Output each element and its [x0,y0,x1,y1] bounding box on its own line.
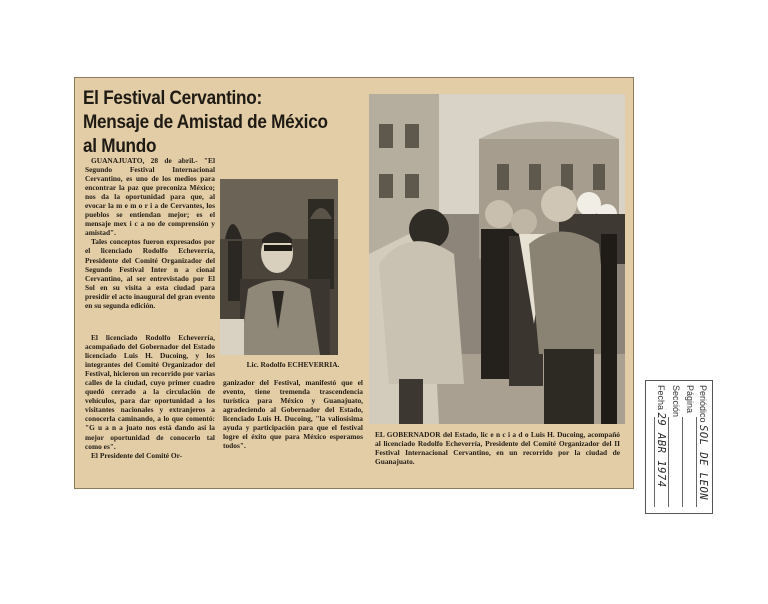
street-photo-caption: EL GOBERNADOR del Estado, lic e n c i a d o Luis H. Ducoing, acompañó al licenciado Rodolfo Echeverría, Presidente del Comité Organizador del II Festival Internacional Cervantino, en un recorrido por la ciudad de Guanajuato. [375,430,620,467]
stamp-label-pagina: Página [685,385,695,414]
street-photo-image [369,94,625,424]
stamp-value-fecha: 29 ABR 1974 [655,412,667,488]
article-paragraph: ganizador del Festival, manifestó que el evento, tiene tremenda trascendencia turística para México y Guanajuato, agradeciendo al Gobernador del Estado, licenciado Luis H. Ducoing, "la valiosísima ayuda y participación para que el festival logre el éxito que para México esperamos todos". [223,378,363,451]
portrait-photo [220,179,338,355]
street-photo [369,94,625,424]
article-paragraph: Tales conceptos fueron expresados por el licenciado Rodolfo Echeverría, Presidente del Comité Organizador del Segundo Festival Inter n a cional Cervantino, al ser entrevistado por El Sol en su visita a esta ciudad para presidir el acto inaugural del gran evento en su segunda edición. [85,237,215,310]
stamp-value-periodico: SOL DE LEON [697,425,709,501]
article-paragraph: El Presidente del Comité Or- [91,450,183,460]
article-paragraph: El licenciado Rodolfo Echeverría, acompañado del Gobernador del Estado licenciado Luis H. Ducoing, y los integrantes del Comité Organizador del Festival, hicieron un recorrido por varias calles de la ciudad, cuyo primer cuadro quedó cerrado a la circulación de vehículos, para dar oportunidad a los visitantes nacionales y extranjeros a conocerla caminando, a lo que comentó: "G u a n a juato nos está dando así la mejor oportunidad de conocerlo tal como es". [85,333,215,451]
article-column-1-bottom [85,333,215,460]
portrait-photo-image [220,179,338,355]
archive-stamp [645,380,713,514]
stamp-label-seccion: Sección [671,385,681,418]
newspaper-clipping [74,77,634,489]
stamp-label-periodico: Periódico [698,385,708,423]
headline: El Festival Cervantino: Mensaje de Amistad de México al Mundo [83,87,328,157]
article-column-2 [223,378,363,450]
article-paragraph: GUANAJUATO, 28 de abril.- "El Segundo Festival Internacional Cervantino, es uno de los medios para encontrar la paz que preconiza México; nos da la oportunidad para que, al evocar la m e m o r i a de Cervantes, los pueblos se entiendan mejor; es el mensaje mex i c a no de comprensión y amistad". [85,156,215,238]
stamp-label-fecha: Fecha [656,385,666,411]
portrait-caption: Lic. Rodolfo ECHEVERRIA. [246,360,340,369]
article-column-1 [85,156,215,310]
